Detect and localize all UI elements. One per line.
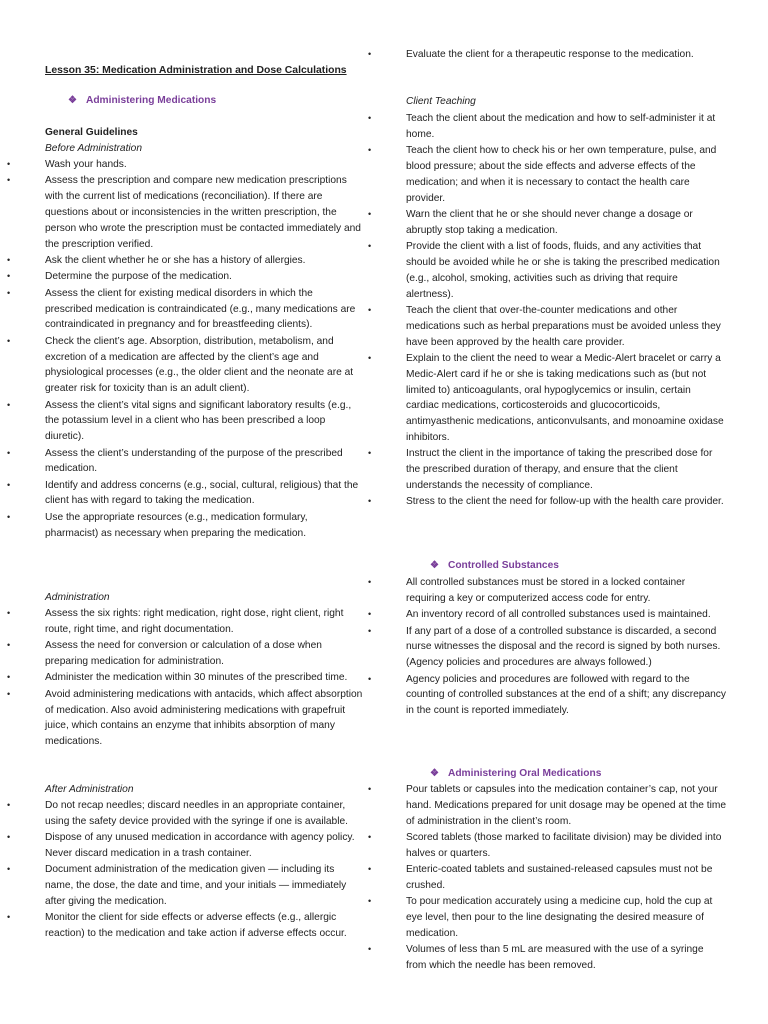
bullet-icon: • <box>368 145 372 156</box>
bullet-icon: • <box>368 831 372 842</box>
diamond-bullet-icon: ❖ <box>68 95 77 106</box>
list-item <box>7 606 363 638</box>
oral-medications-list <box>368 782 726 975</box>
list-item-text: Assess the prescription and compare new medication prescriptions with the current list of medications (reconciliation). If there are questions about or inconsistencies in the written prescription, the person who wrote the prescription must be contacted immediately and the prescription verified. <box>45 175 361 250</box>
list-item <box>368 111 726 143</box>
list-item-text: Avoid administering medications with antacids, which affect absorption of medication. Also avoid administering medications with grapefruit juice, which contains an enzyme that inhibits absorption of many medications. <box>45 688 363 748</box>
list-item <box>368 624 726 671</box>
list-item <box>368 239 726 302</box>
section-oral-medications <box>430 766 601 782</box>
list-item-text: Evaluate the client for a therapeutic response to the medication. <box>406 49 694 60</box>
list-item-text: If any part of a dose of a controlled substance is discarded, a second nurse witnesses the disposal and the record is signed by both nurses. (Agency policies and procedures are always followed.) <box>406 625 721 669</box>
list-item <box>7 253 363 269</box>
list-item-text: Use the appropriate resources (e.g., medication formulary, pharmacist) as necessary when preparing the medication. <box>45 511 308 539</box>
bullet-icon: • <box>7 912 11 923</box>
bullet-icon: • <box>368 625 372 636</box>
list-item <box>368 494 726 510</box>
list-item <box>7 670 363 686</box>
list-item-text: Teach the client about the medication and how to self-administer it at home. <box>406 113 716 140</box>
list-item <box>368 47 706 63</box>
bullet-icon: • <box>368 577 372 587</box>
bullet-icon: • <box>7 864 11 875</box>
controlled-substances-list <box>368 575 726 720</box>
list-item <box>368 207 726 239</box>
list-item-text: Provide the client with a list of foods, fluids, and any activities that should be avoided while he or she is taking the prescribed medication (e.g., alcohol, smoking, activities such as driving that require alertness). <box>406 241 720 300</box>
list-item <box>7 269 363 285</box>
list-item <box>7 862 363 909</box>
list-item-text: Assess the client’s vital signs and significant laboratory results (e.g., the potassium level in a client who has been prescribed a loop diuretic). <box>45 399 352 443</box>
bullet-icon: • <box>368 448 372 459</box>
list-item <box>7 798 363 830</box>
controlled-substances-label: Controlled Substances <box>447 560 559 571</box>
list-item-text: Determine the purpose of the medication. <box>45 271 232 283</box>
list-item-text: Pour tablets or capsules into the medication container’s cap, not your hand. Medications prepared for unit dosage may be opened at the time of administration in the client’s room. <box>406 784 726 827</box>
list-item <box>368 351 726 446</box>
list-item <box>7 830 363 862</box>
bullet-icon: • <box>7 447 11 458</box>
bullet-icon: • <box>368 241 372 252</box>
list-item <box>7 334 363 397</box>
list-item-text: Explain to the client the need to wear a Medic-Alert bracelet or carry a Medic-Alert card if he or she is taking medications such as (but not limited to) anticoagulants, oral hypoglycemics or insulin, certain cardiac medications, corticosteroids and glucocorticoids, antimyasthenic medications, anticonvulsants, and monoamine oxidase inhibitors. <box>406 352 724 443</box>
evaluate-list <box>368 47 706 63</box>
list-item <box>368 143 726 206</box>
bullet-icon: • <box>7 479 11 490</box>
before-administration-list <box>7 157 363 542</box>
list-item-text: All controlled substances must be stored in a locked container requiring a key or computerized access code for entry. <box>406 577 686 604</box>
list-item <box>7 687 363 750</box>
list-item-text: Dispose of any unused medication in accordance with agency policy. Never discard medication in a trash container. <box>45 832 355 859</box>
bullet-icon: • <box>7 640 11 651</box>
list-item <box>368 575 726 607</box>
list-item <box>7 510 363 542</box>
list-item-text: Monitor the client for side effects or adverse effects (e.g., allergic reaction) to the medication and take action if adverse effects occur. <box>45 912 347 940</box>
list-item <box>7 398 363 445</box>
bullet-icon: • <box>368 304 372 315</box>
list-item <box>368 942 726 974</box>
list-item <box>368 303 726 350</box>
list-item-text: An inventory record of all controlled substances used is maintained. <box>406 609 711 621</box>
bullet-icon: • <box>7 688 11 699</box>
list-item <box>7 157 363 173</box>
after-administration-heading: After Administration <box>45 784 134 795</box>
bullet-icon: • <box>7 399 11 410</box>
bullet-icon: • <box>7 335 11 346</box>
list-item-text: Identify and address concerns (e.g., social, cultural, religious) that the client has with regard to taking the medication. <box>45 479 359 507</box>
list-item <box>7 446 363 478</box>
section-controlled-substances <box>430 558 559 574</box>
list-item-text: Warn the client that he or she should never change a dosage or abruptly stop taking a medication. <box>406 208 693 236</box>
bullet-icon: • <box>368 784 372 794</box>
list-item-text: To pour medication accurately using a medicine cup, hold the cup at eye level, then pour to the line designating the desired measure of medication. <box>406 896 713 939</box>
list-item-text: Do not recap needles; discard needles in an appropriate container, using the safety device provided with the syringe if one is available. <box>45 800 348 827</box>
list-item-text: Check the client’s age. Absorption, distribution, metabolism, and excretion of a medication are affected by the client’s age and physiological processes (e.g., the older client and the neonate are at greater risk for toxicity than is an adult client). <box>45 335 354 395</box>
bullet-icon: • <box>368 49 372 59</box>
oral-medications-label: Administering Oral Medications <box>447 768 602 779</box>
list-item <box>7 286 363 333</box>
section-administering-label: Administering Medications <box>85 95 217 106</box>
list-item-text: Instruct the client in the importance of taking the prescribed dose for the prescribed duration of therapy, and ensure that the client understands the necessity of compliance. <box>406 448 713 491</box>
diamond-bullet-icon: ❖ <box>430 768 439 779</box>
bullet-icon: • <box>368 944 372 955</box>
after-administration-list <box>7 798 363 943</box>
bullet-icon: • <box>7 608 11 618</box>
list-item <box>7 910 363 942</box>
bullet-icon: • <box>7 511 11 522</box>
bullet-icon: • <box>7 175 11 186</box>
bullet-icon: • <box>7 287 11 298</box>
bullet-icon: • <box>7 832 11 843</box>
list-item-text: Scored tablets (those marked to facilitate division) may be divided into halves or quarters. <box>406 831 722 859</box>
list-item <box>368 782 726 829</box>
list-item-text: Teach the client that over-the-counter medications and other medications such as herbal preparations must be avoided unless they have been approved by the health care provider. <box>406 304 721 348</box>
list-item-text: Assess the client for existing medical disorders in which the prescribed medication is contraindicated (e.g., many medications are contraindicated in pregnancy and for breastfeeding clients). <box>45 287 356 331</box>
before-administration-heading: Before Administration <box>45 143 143 154</box>
list-item <box>368 830 726 862</box>
list-item-text: Agency policies and procedures are followed with regard to the counting of controlled substances at the end of a shift; any discrepancy in the count is reported immediately. <box>406 673 726 717</box>
bullet-icon: • <box>7 672 11 683</box>
list-item <box>368 607 726 623</box>
bullet-icon: • <box>368 896 372 907</box>
list-item <box>368 862 726 894</box>
bullet-icon: • <box>7 159 11 169</box>
list-item <box>7 478 363 510</box>
list-item-text: Volumes of less than 5 mL are measured with the use of a syringe from which the needle has been removed. <box>406 944 704 972</box>
list-item-text: Enteric-coated tablets and sustained-released capsules must not be crushed. <box>406 864 713 891</box>
bullet-icon: • <box>7 271 11 282</box>
list-item <box>7 638 363 670</box>
list-item-text: Document administration of the medication given — including its name, the dose, the date and time, and your initials — immediately after giving the medication. <box>45 864 347 907</box>
bullet-icon: • <box>368 673 372 684</box>
list-item-text: Administer the medication within 30 minutes of the prescribed time. <box>45 672 348 684</box>
client-teaching-heading: Client Teaching <box>406 96 476 107</box>
bullet-icon: • <box>368 352 372 363</box>
lesson-title: Lesson 35: Medication Administration and Dose Calculations <box>45 65 347 76</box>
administration-heading: Administration <box>45 592 110 603</box>
bullet-icon: • <box>7 800 11 810</box>
bullet-icon: • <box>368 208 372 219</box>
general-guidelines-heading: General Guidelines <box>45 127 138 138</box>
bullet-icon: • <box>7 254 11 265</box>
list-item-text: Teach the client how to check his or her own temperature, pulse, and blood pressure; about the side effects and adverse effects of the medication; and when it is necessary to contact the health care provider. <box>406 145 717 204</box>
list-item-text: Assess the need for conversion or calculation of a dose when preparing medication for administration. <box>45 640 322 667</box>
bullet-icon: • <box>368 609 372 620</box>
list-item-text: Assess the six rights: right medication, right dose, right client, right route, right time, and right documentation. <box>45 608 344 635</box>
list-item-text: Stress to the client the need for follow-up with the health care provider. <box>406 496 724 508</box>
bullet-icon: • <box>368 496 372 507</box>
list-item <box>368 672 726 719</box>
client-teaching-list <box>368 111 726 511</box>
diamond-bullet-icon: ❖ <box>430 560 439 571</box>
administration-list <box>7 606 363 751</box>
list-item <box>368 446 726 493</box>
bullet-icon: • <box>368 864 372 875</box>
list-item-text: Wash your hands. <box>45 159 127 170</box>
list-item-text: Ask the client whether he or she has a history of allergies. <box>45 254 306 266</box>
section-administering-medications <box>68 93 216 109</box>
list-item <box>368 894 726 941</box>
list-item <box>7 173 363 252</box>
list-item-text: Assess the client’s understanding of the purpose of the prescribed medication. <box>45 447 343 475</box>
bullet-icon: • <box>368 113 372 123</box>
